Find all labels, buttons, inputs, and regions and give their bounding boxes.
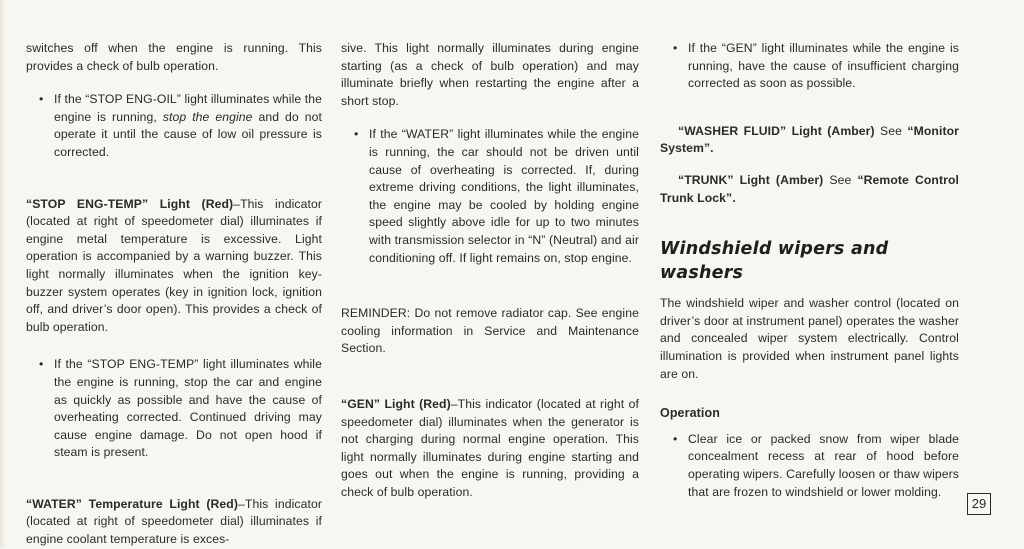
em-dash: – [238,496,245,511]
see-label: See [874,123,908,138]
paragraph-gen [341,396,639,502]
em-dash: – [233,196,241,211]
gen-title: “GEN” Light (Red) [341,396,451,411]
bullet-operation [660,431,959,501]
page-edge-shadow [0,0,6,548]
bullet-stop-eng-oil [26,91,322,161]
bullet-gen [660,40,959,93]
paragraph-water-continued: sive. This light normally illuminates during engine starting (as a check of bulb operation) and may illuminate briefly when restarting the engine after a short stop. [341,41,639,108]
paragraph-reminder: REMINDER: Do not remove radiator cap. See engine cooling information in Service and Maintenance Section. [341,306,639,356]
page-number-box: 29 [967,493,991,515]
bullet-text-end: and do not operate it until the cause of low oil pressure is corrected. [54,109,322,159]
column-middle [341,40,639,501]
subheading-operation: Operation [660,406,720,421]
paragraph-windshield-body: The windshield wiper and washer control (located on driver’s door at instrument panel) operates the washer and concealed wiper system electrically. Control illumination is provided when instrument panel lights are on. [660,296,959,381]
bullet-stop-eng-temp [26,356,322,462]
stop-eng-temp-title: “STOP ENG-TEMP” Light (Red) [26,196,234,211]
water-temp-title: “WATER” Temperature Light (Red) [26,496,239,511]
bullet-text: If the “STOP ENG-OIL” light illuminates while the engine is running, [54,92,322,124]
bullet-icon: • [673,431,678,446]
gen-body: This indicator (located at right of speedometer dial) illuminates when the generator is not charging during normal engine operation. This light normally illuminates during engine starting and goes out when the engine is running, providing a check of bulb operation. [341,396,639,499]
emphasis-stop-engine: stop the engine [162,109,253,124]
bullet-text: Clear ice or packed snow from wiper blade concealment recess at rear of hood before operating wipers. Carefully loosen or thaw wipers that are frozen to windshield or lower molding. [688,431,959,499]
section-heading-windshield: Windshield wipers and washers [660,239,889,284]
bullet-text: If the “WATER” light illuminates while the engine is running, the car should not be driven until cause of overheating is corrected. If, during extreme driving conditions, the light illuminates, the engine may be cooled by holding engine speed slightly above idle for up to two minutes with transmission selector in “N” (Neutral) and air conditioning off. If light remains on, stop engine. [369,127,639,265]
bullet-water [341,126,639,267]
paragraph-trunk [660,172,959,207]
column-left [26,40,322,549]
trunk-ref: “Remote Control Trunk Lock”. [660,172,959,205]
paragraph-washer-fluid [660,123,959,158]
see-label: See [823,172,858,187]
em-dash: – [450,396,458,411]
stop-eng-temp-body: This indicator (located at right of speedometer dial) illuminates if engine metal temperature is excessive. Light operation is accompanied by a warning buzzer. This light normally illuminates when the ignition key-buzzer system operates (key in ignition lock, ignition off, and driver’s door open). This provides a check of bulb operation. [26,196,322,334]
bullet-icon: • [39,357,44,372]
paragraph-water-temp [26,496,322,549]
paragraph-bulb-check: switches off when the engine is running. This provides a check of bulb operation. [26,41,322,73]
bullet-text: If the “STOP ENG-TEMP” light illuminates while the engine is running, stop the car and engine as quickly as possible and have the cause of overheating corrected. Continued driving may cause engine damage. Do not open hood if steam is present. [54,357,322,460]
paragraph-stop-eng-temp [26,196,322,337]
washer-fluid-title: “WASHER FLUID” Light (Amber) [678,123,875,138]
washer-fluid-ref: “Monitor System”. [660,123,959,156]
trunk-title: “TRUNK” Light (Amber) [678,172,824,187]
water-temp-body: This indicator (located at right of speedometer dial) illuminates if engine coolant temperature is exces- [26,496,322,547]
column-right [660,40,959,501]
bullet-icon: • [673,41,678,55]
bullet-text: If the “GEN” light illuminates while the engine is running, have the cause of insufficient charging corrected as soon as possible. [688,41,959,91]
bullet-icon: • [39,92,44,107]
bullet-icon: • [354,127,359,142]
